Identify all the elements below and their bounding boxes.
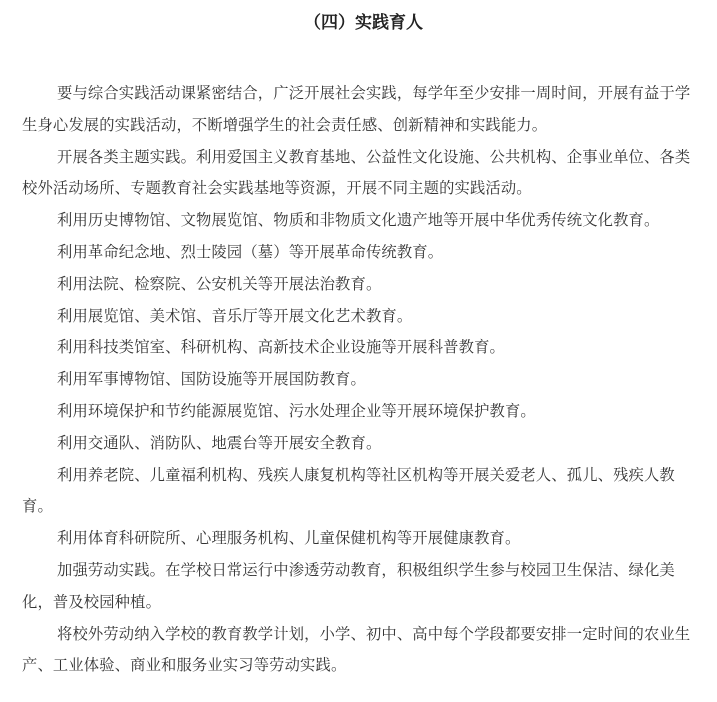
section-title: （四）实践育人 <box>304 13 423 33</box>
paragraph-1: 要与综合实践活动课紧密结合，广泛开展社会实践，每学年至少安排一周时间，开展有益于学生身心发展的实践活动，不断增强学生的社会责任感、创新精神和实践能力。 <box>22 84 691 134</box>
paragraph-3: 利用历史博物馆、文物展览馆、物质和非物质文化遗产地等开展中华优秀传统文化教育。 <box>57 211 660 230</box>
paragraph-11: 利用养老院、儿童福利机构、残疾人康复机构等社区机构等开展关爱老人、孤儿、残疾人教育。 <box>22 465 675 516</box>
paragraph-10: 利用交通队、消防队、地震台等开展安全教育。 <box>57 433 382 452</box>
paragraph-13: 加强劳动实践。在学校日常运行中渗透劳动教育，积极组织学生参与校园卫生保洁、绿化美化，普及校园种植。 <box>22 560 675 611</box>
paragraph-14: 将校外劳动纳入学校的教育教学计划，小学、初中、高中每个学段都要安排一定时间的农业生产、工业体验、商业和服务业实习等劳动实践。 <box>22 624 691 675</box>
paragraph-9: 利用环境保护和节约能源展览馆、污水处理企业等开展环境保护教育。 <box>57 401 536 420</box>
paragraph-12: 利用体育科研院所、心理服务机构、儿童保健机构等开展健康教育。 <box>57 529 521 548</box>
paragraph-5: 利用法院、检察院、公安机关等开展法治教育。 <box>57 274 382 293</box>
paragraph-7: 利用科技类馆室、科研机构、高新技术企业设施等开展科普教育。 <box>57 338 505 357</box>
paragraph-2: 开展各类主题实践。利用爱国主义教育基地、公益性文化设施、公共机构、企事业单位、各类校外活动场所、专题教育社会实践基地等资源，开展不同主题的实践活动。 <box>22 147 691 198</box>
paragraph-4: 利用革命纪念地、烈士陵园（墓）等开展革命传统教育。 <box>57 242 444 261</box>
paragraph-8: 利用军事博物馆、国防设施等开展国防教育。 <box>57 370 366 389</box>
paragraph-6: 利用展览馆、美术馆、音乐厅等开展文化艺术教育。 <box>57 306 413 325</box>
